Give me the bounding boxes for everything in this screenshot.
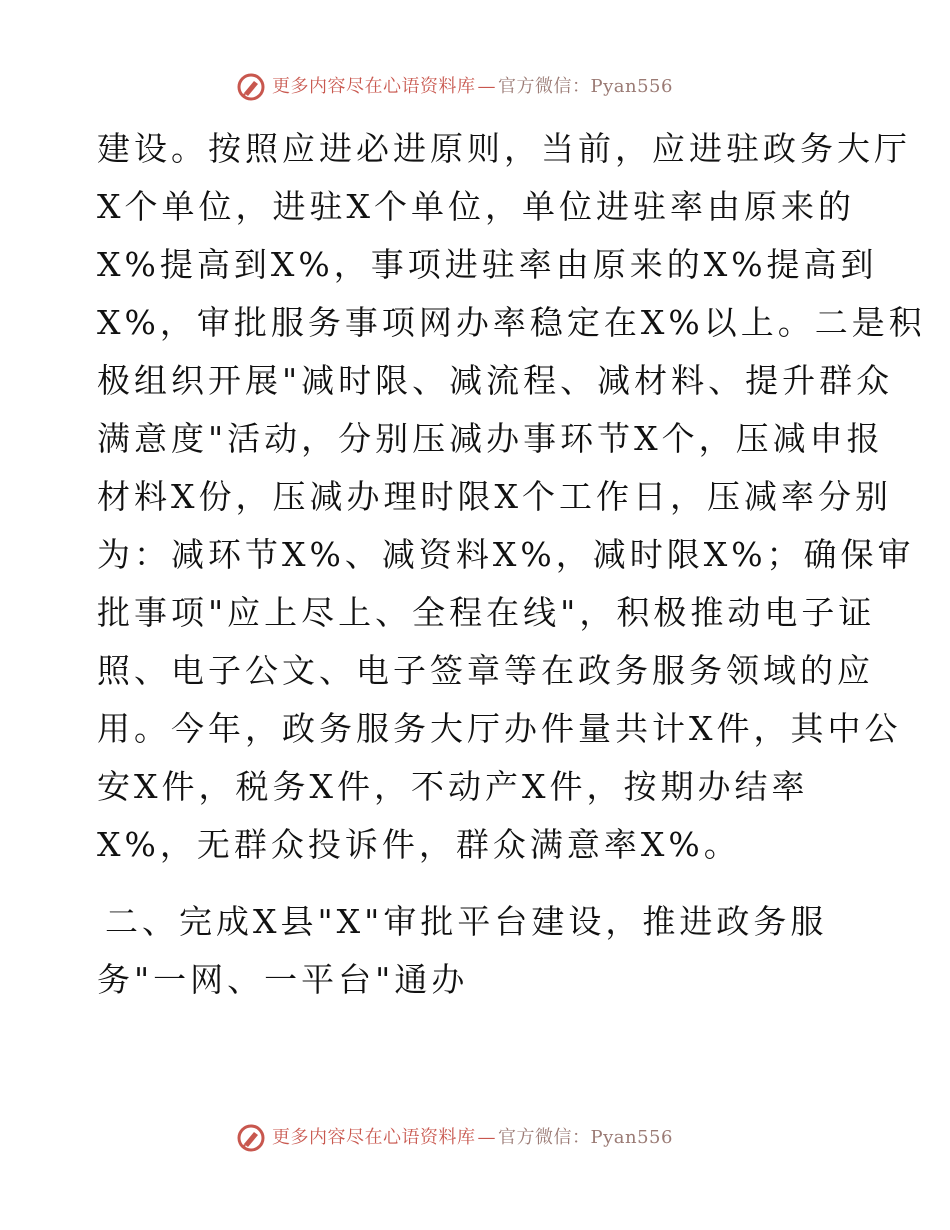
paragraph-line: 为：减环节X%、减资料X%，减时限X%；确保审 bbox=[97, 535, 915, 574]
paragraph-line: 安X件，税务X件，不动产X件，按期办结率 bbox=[97, 767, 809, 806]
paragraph-line: 满意度"活动，分别压减办事环节X个，压减申报 bbox=[97, 419, 884, 458]
watermark-text bbox=[272, 72, 673, 102]
heading-line: 务"一网、一平台"通办 bbox=[97, 960, 469, 999]
watermark-brand: 更多内容尽在心语资料库 bbox=[272, 1127, 476, 1148]
paragraph-line: 建设。按照应进必进原则，当前，应进驻政务大厅 bbox=[97, 129, 911, 168]
paragraph-line: 照、电子公文、电子签章等在政务服务领域的应 bbox=[97, 651, 874, 690]
paragraph-line: 批事项"应上尽上、全程在线"，积极推动电子证 bbox=[97, 593, 876, 632]
watermark-contact: 官方微信：Pyan556 bbox=[498, 1127, 673, 1148]
heading-line: 二、完成X县"X"审批平台建设，推进政务服 bbox=[105, 902, 828, 941]
section-heading bbox=[97, 893, 867, 1009]
paragraph-line: X%，审批服务事项网办率稳定在X%以上。二是积 bbox=[97, 303, 926, 342]
pen-logo-icon bbox=[236, 72, 266, 102]
paragraph-line: 用。今年，政务服务大厅办件量共计X件，其中公 bbox=[97, 709, 902, 748]
watermark-text bbox=[272, 1123, 673, 1153]
watermark-contact: 官方微信：Pyan556 bbox=[498, 76, 673, 97]
watermark-brand: 更多内容尽在心语资料库 bbox=[272, 76, 476, 97]
watermark-separator: — bbox=[477, 1127, 496, 1148]
footer-watermark bbox=[236, 1123, 673, 1153]
paragraph-line: X个单位，进驻X个单位，单位进驻率由原来的 bbox=[97, 187, 855, 226]
paragraph-line: 极组织开展"减时限、减流程、减材料、提升群众 bbox=[97, 361, 894, 400]
header-watermark bbox=[236, 72, 673, 102]
watermark-separator: — bbox=[477, 76, 496, 97]
paragraph-line: X%，无群众投诉件，群众满意率X%。 bbox=[97, 825, 741, 864]
body-paragraph bbox=[97, 120, 926, 874]
pen-logo-icon bbox=[236, 1123, 266, 1153]
paragraph-line: X%提高到X%，事项进驻率由原来的X%提高到 bbox=[97, 245, 878, 284]
paragraph-line: 材料X份，压减办理时限X个工作日，压减率分别 bbox=[97, 477, 892, 516]
